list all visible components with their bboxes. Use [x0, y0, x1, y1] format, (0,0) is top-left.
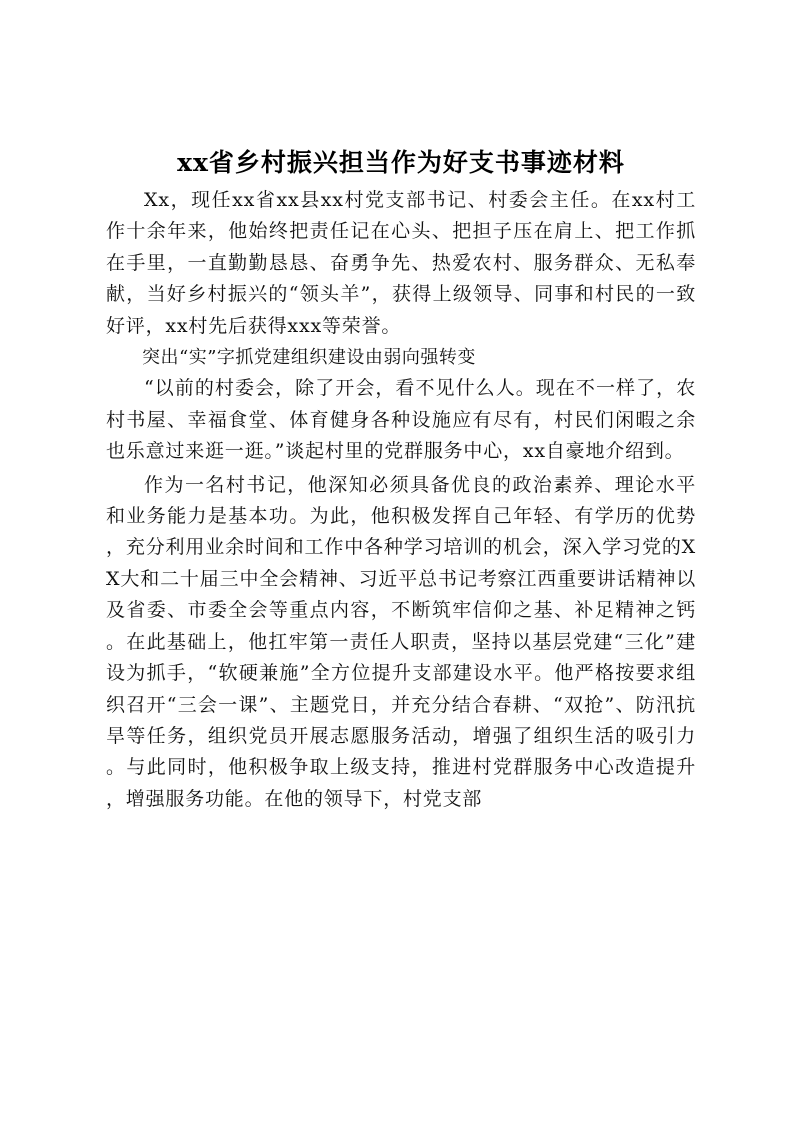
- body-paragraph: 作为一名村书记，他深知必须具备优良的政治素养、理论水平和业务能力是基本功。为此，他积极发挥自己年轻、有学历的优势，充分利用业余时间和工作中各种学习培训的机会，深入学习党的XX大和二十届三中全会精神、习近平总书记考察江西重要讲话精神以及省委、市委全会等重点内容，不断筑牢信仰之基、补足精神之钙。在此基础上，他扛牢第一责任人职责，坚持以基层党建“三化”建设为抓手，“软硬兼施”全方位提升支部建设水平。他严格按要求组织召开“三会一课”、主题党日，并充分结合春耕、“双抢”、防汛抗旱等任务，组织党员开展志愿服务活动，增强了组织生活的吸引力。与此同时，他积极争取上级支持，推进村党群服务中心改造提升，增强服务功能。在他的领导下，村党支部: [106, 473, 696, 810]
- section-heading: 突出“实”字抓党建组织建设由弱向强转变: [142, 347, 476, 369]
- document-title: xx省乡村振兴担当作为好支书事迹材料: [177, 148, 625, 177]
- document-body: [106, 141, 696, 815]
- intro-paragraph: Xx，现任xx省xx县xx村党支部书记、村委会主任。在xx村工作十余年来，他始终把责任记在心头、把担子压在肩上、把工作抓在手里，一直勤勤恳恳、奋勇争先、热爱农村、服务群众、无私奉献，当好乡村振兴的“领头羊”，获得上级领导、同事和村民的一致好评，xx村先后获得xxx等荣誉。: [106, 189, 696, 337]
- quote-paragraph: “以前的村委会，除了开会，看不见什么人。现在不一样了，农村书屋、幸福食堂、体育健身各种设施应有尽有，村民们闲暇之余也乐意过来逛一逛。”谈起村里的党群服务中心，xx自豪地介绍到。: [106, 377, 696, 463]
